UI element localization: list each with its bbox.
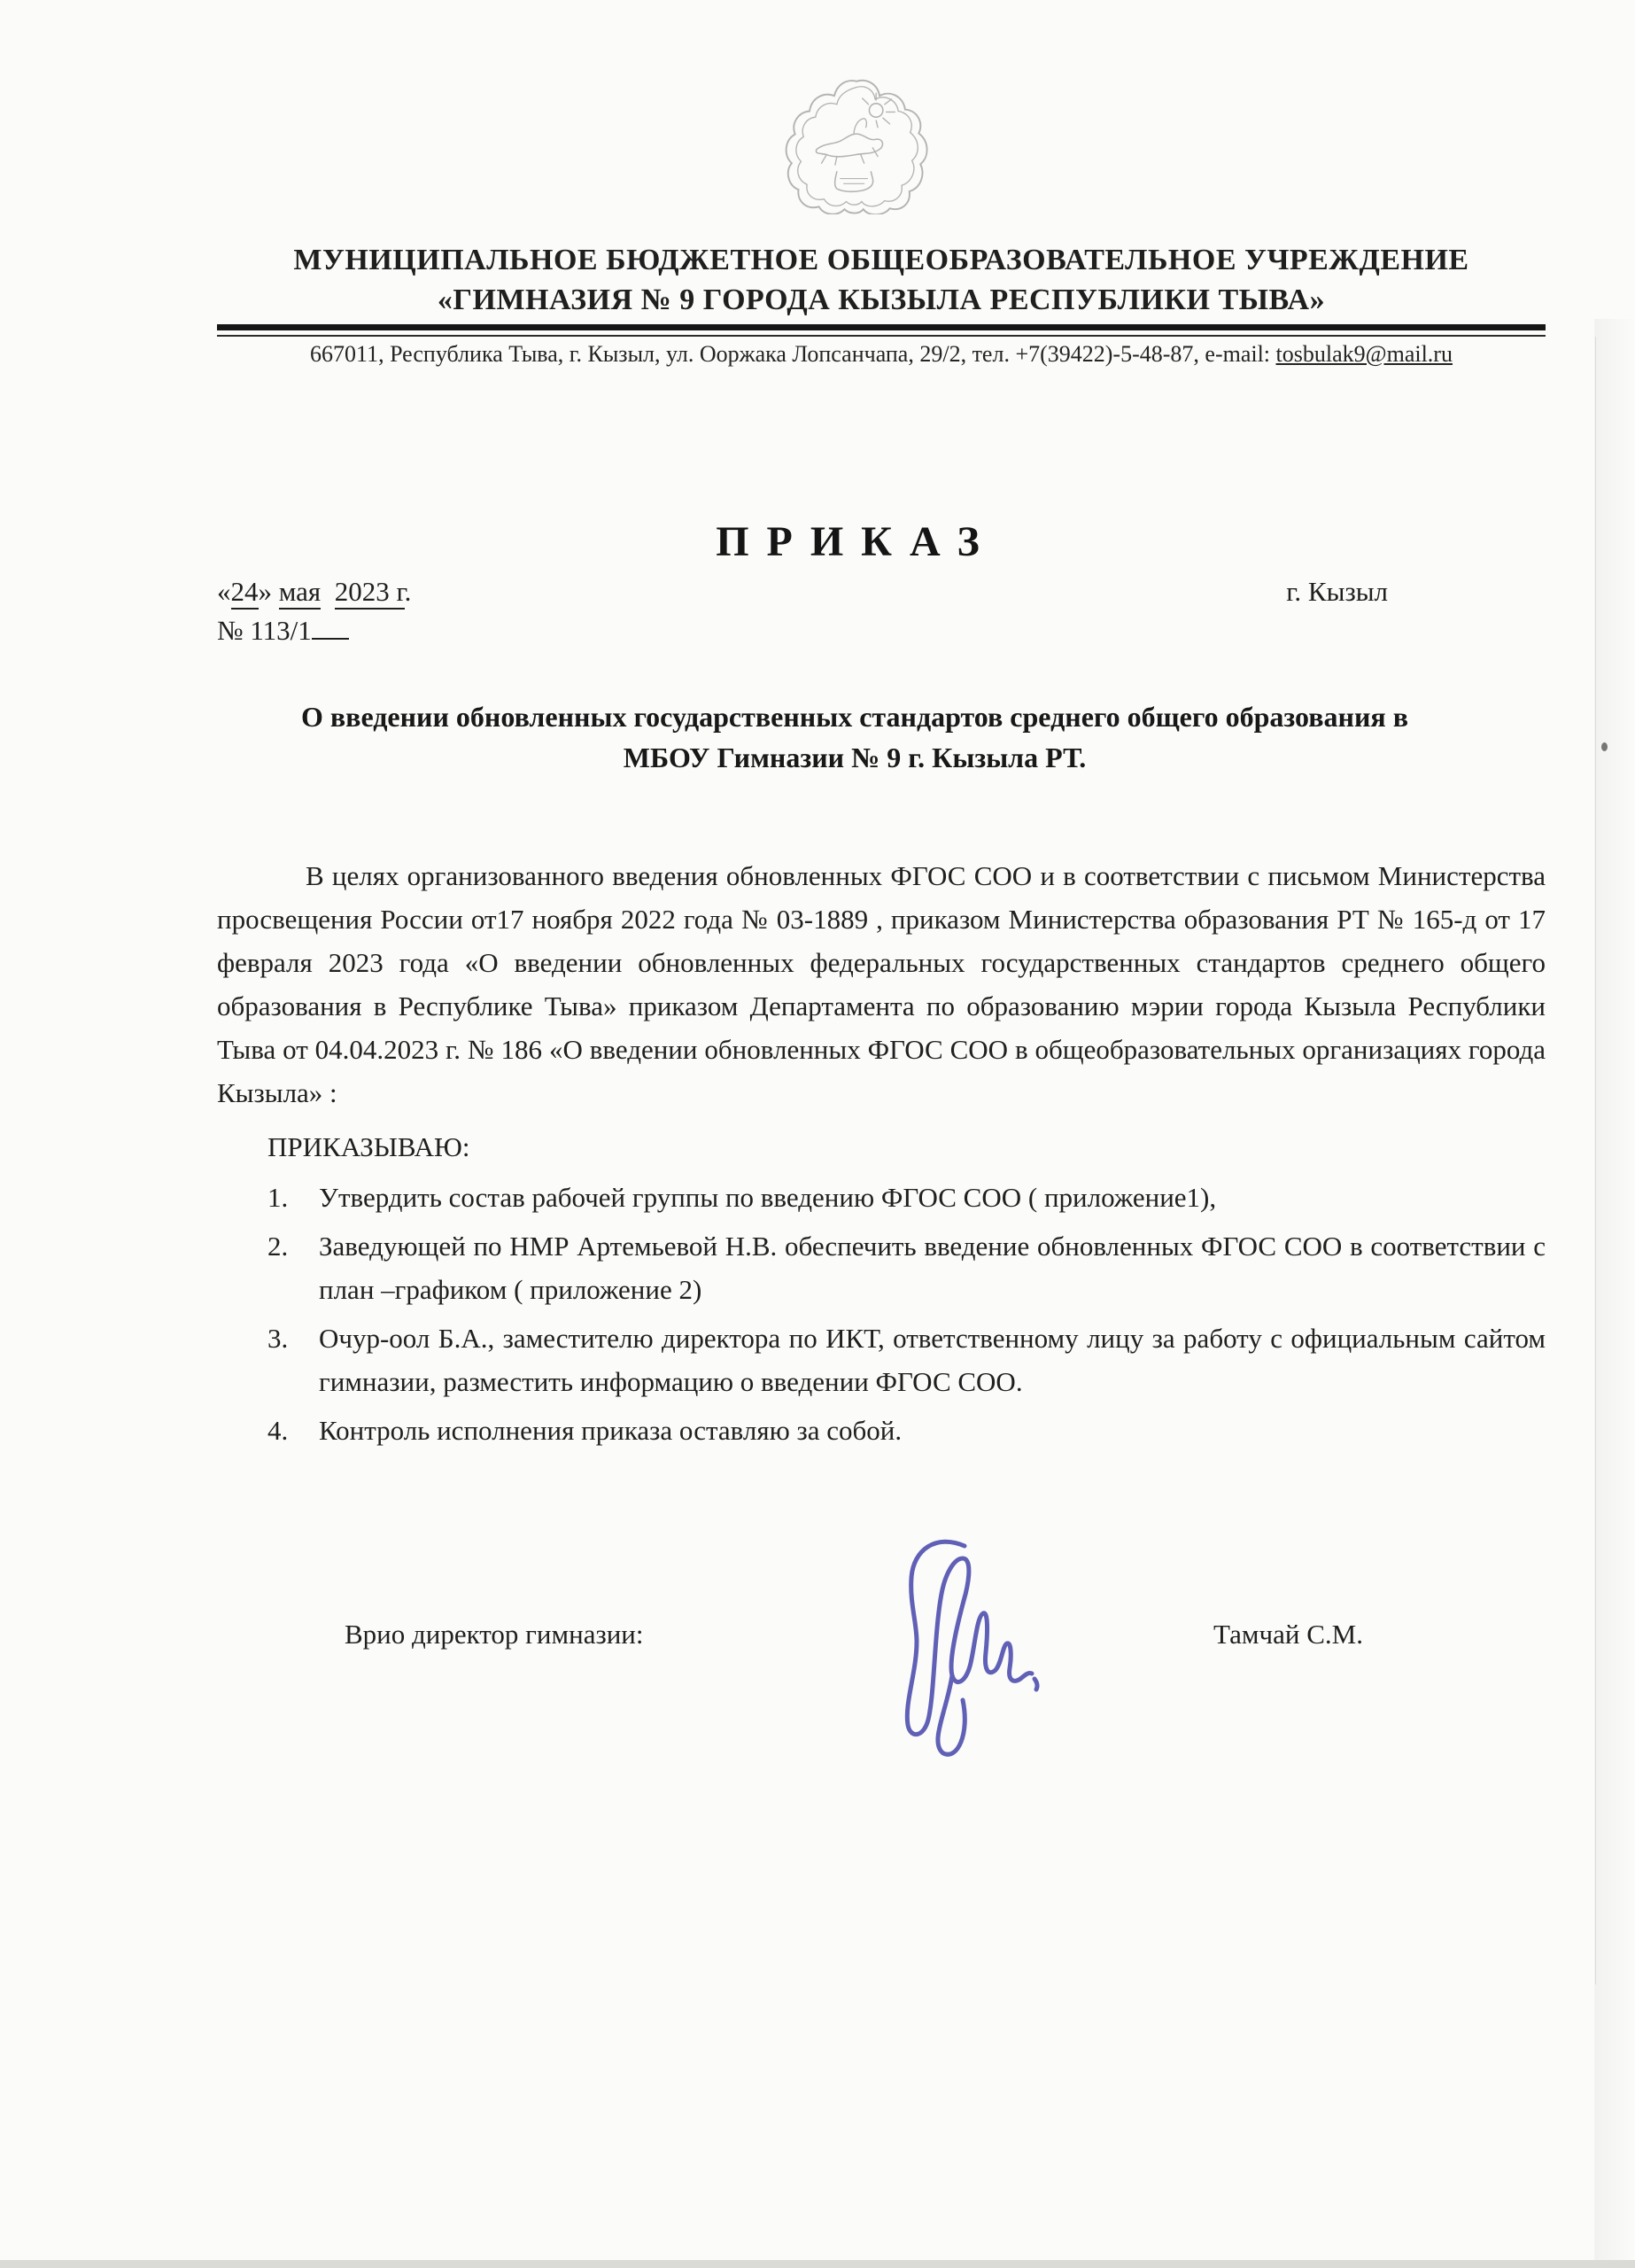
order-item-2 [217, 1224, 1546, 1311]
item-1-number: 1. [267, 1182, 289, 1213]
subject-line2: МБОУ Гимназии № 9 г. Кызыла РТ. [623, 742, 1087, 773]
item-3-number: 3. [267, 1323, 289, 1354]
scan-bottom-edge [0, 2260, 1635, 2268]
ink-speck [1601, 742, 1608, 751]
date-line [217, 572, 411, 611]
signature-name: Тамчай С.М. [1213, 1619, 1363, 1650]
item-1-text: Утвердить состав рабочей группы по введению ФГОС СОО ( приложение1), [319, 1182, 1217, 1213]
subject-line1: О введении обновленных государственных стандартов среднего общего образования в [300, 701, 1408, 733]
signature-role-label: Врио директор гимназии: [345, 1619, 644, 1650]
number-blank-line [312, 613, 349, 640]
date-period: . [404, 576, 412, 607]
date-open-quote: « [217, 576, 231, 607]
org-name-line1: МУНИЦИПАЛЬНОЕ БЮДЖЕТНОЕ ОБЩЕОБРАЗОВАТЕЛЬНОЕ УЧРЕЖДЕНИЕ [293, 244, 1469, 276]
order-items-list [217, 1176, 1546, 1452]
order-item-3 [217, 1317, 1546, 1403]
scan-right-crease [1595, 337, 1596, 1984]
date-month: мая [279, 576, 321, 610]
date-year: 2023 г [335, 576, 405, 610]
body-paragraph: В целях организованного введения обновленных ФГОС СОО и в соответствии с письмом Министерства просвещения России от17 ноября 2022 года № 03-1889 , приказом Министерства образования РТ № 165-д от 17 февраля 2023 года «О введении обновленных федеральных государственных стандартов среднего общего образования в Республике Тыва» приказом Департамента по образованию мэрии города Кызыла Республики Тыва от 04.04.2023 г. № 186 «О введении обновленных ФГОС СОО в общеобразовательных организациях города Кызыла» : [217, 860, 1546, 1108]
handwritten-signature-icon [872, 1526, 1058, 1764]
item-4-text: Контроль исполнения приказа оставляю за собой. [319, 1415, 903, 1446]
item-2-number: 2. [267, 1231, 289, 1262]
order-item-1 [217, 1176, 1546, 1219]
order-item-4 [217, 1409, 1546, 1452]
item-4-number: 4. [267, 1415, 289, 1446]
document-page [217, 0, 1546, 1767]
item-2-text: Заведующей по НМР Артемьевой Н.В. обеспечить введение обновленных ФГОС СОО в соответствии с план –графиком ( приложение 2) [319, 1231, 1546, 1305]
resolution-label: ПРИКАЗЫВАЮ: [267, 1131, 470, 1162]
order-meta-row [217, 572, 1546, 611]
date-close-quote: » [258, 576, 272, 607]
subject-heading [190, 696, 1519, 778]
order-number: № 113/1 [217, 615, 312, 646]
order-title: ПРИКАЗ [716, 518, 997, 565]
item-3-text: Очур-оол Б.А., заместителю директора по ИКТ, ответственному лицу за работу с официальным сайтом гимназии, разместить информацию о введении ФГОС СОО. [319, 1323, 1546, 1397]
order-number-line [217, 611, 1546, 650]
letterhead-divider-rule [217, 324, 1546, 337]
city-label: г. Кызыл [1286, 576, 1388, 607]
signature-block [217, 1537, 1546, 1767]
contact-address: 667011, Республика Тыва, г. Кызыл, ул. Ооржака Лопсанчапа, 29/2, тел. +7(39422)-5-48-87, e-mail: [310, 341, 1276, 367]
org-name-line2: «ГИМНАЗИЯ № 9 ГОРОДА КЫЗЫЛА РЕСПУБЛИКИ ТЫВА» [437, 284, 1326, 316]
letterhead-emblem [192, 76, 1521, 219]
email-link[interactable]: tosbulak9@mail.ru [1275, 341, 1453, 367]
tuva-horse-rider-emblem-icon [784, 76, 929, 214]
scan-right-edge-shade [1594, 319, 1635, 2268]
date-day: 24 [231, 576, 259, 610]
contact-line [217, 340, 1546, 369]
